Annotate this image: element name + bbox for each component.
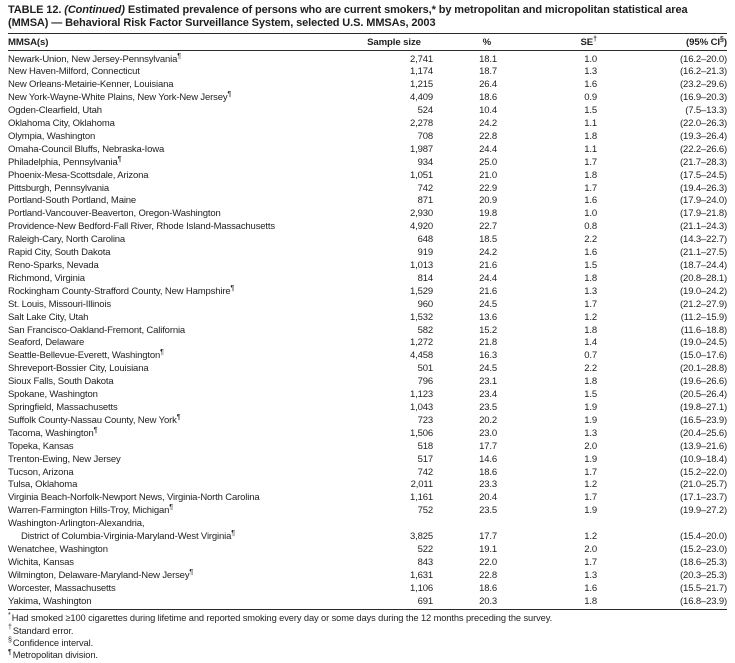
mmsa-cell: Phoenix-Mesa-Scottsdale, Arizona [8,169,149,181]
percent-cell: 18.5 [479,234,497,246]
metro-division-marker: ¶ [231,529,236,537]
ci-cell: (19.3–26.4) [680,130,727,142]
ci-cell: (16.2–20.0) [680,53,727,65]
mmsa-cell: Portland-South Portland, Maine [8,195,137,207]
table-row [8,208,727,221]
percent-cell: 20.2 [479,414,497,426]
percent-cell: 23.3 [479,479,497,491]
table-row [8,454,727,467]
table-row [8,247,727,260]
mmsa-cell: Wichita, Kansas [8,556,74,568]
sample-size-cell: 843 [417,556,433,568]
percent-cell: 21.6 [479,285,497,297]
sample-size-cell: 1,123 [409,389,433,401]
percent-cell: 13.6 [479,311,497,323]
table-row [8,157,727,170]
ci-cell: (20.1–28.8) [680,363,727,375]
sample-size-cell: 708 [417,130,433,142]
mmsa-cell: Portland-Vancouver-Beaverton, Oregon-Washington [8,208,221,220]
table-row [8,557,727,570]
sample-size-cell: 1,043 [409,401,433,413]
col-header-sample-size: Sample size [355,34,433,51]
mmsa-cell: Wenatchee, Washington [8,543,108,555]
sample-size-cell: 934 [417,156,433,168]
ci-cell: (10.9–18.4) [680,453,727,465]
se-cell: 1.0 [584,53,597,65]
sample-size-cell: 742 [417,182,433,194]
table-row [8,337,727,350]
sample-size-cell: 524 [417,105,433,117]
ci-cell: (20.4–25.6) [680,427,727,439]
col-header-ci: (95% CI§) [597,34,727,51]
se-cell: 2.2 [584,363,597,375]
percent-cell: 16.3 [479,350,497,362]
ci-cell: (22.2–26.6) [680,143,727,155]
footnote: §Confidence interval. [8,636,94,648]
dagger-footnote-marker: † [593,35,597,43]
sample-size-cell: 960 [417,298,433,310]
mmsa-cell: New Haven-Milford, Connecticut [8,66,140,78]
metro-division-marker: ¶ [189,568,194,576]
se-cell: 1.9 [584,505,597,517]
se-cell: 1.8 [584,130,597,142]
se-cell: 1.2 [584,531,597,543]
sample-size-cell: 522 [417,543,433,555]
sample-size-cell: 796 [417,376,433,388]
table-row [8,144,727,157]
mmsa-cell: Pittsburgh, Pennsylvania [8,182,109,194]
footnote: ¶Metropolitan division. [8,648,98,660]
se-cell: 1.7 [584,492,597,504]
sample-size-cell: 1,272 [409,337,433,349]
metro-division-marker: ¶ [160,349,164,357]
ci-cell: (15.2–23.0) [680,543,727,555]
metro-division-marker: ¶ [169,504,174,512]
mmsa-cell: New Orleans-Metairie-Kenner, Louisiana [8,79,174,91]
mmsa-cell: Tulsa, Oklahoma [8,479,78,491]
ci-cell: (15.5–21.7) [680,582,727,594]
sample-size-cell: 2,278 [409,118,433,130]
table-row [8,402,727,415]
col-header-mmsa: MMSA(s) [8,34,355,51]
se-cell: 1.1 [584,118,597,130]
se-cell: 1.0 [584,208,597,220]
se-cell: 1.3 [584,427,597,439]
footnote-marker: † [8,624,12,632]
mmsa-cell: Oklahoma City, Oklahoma [8,118,115,130]
percent-cell: 18.1 [479,53,497,65]
table-row [8,467,727,480]
ci-cell: (19.8–27.1) [680,401,727,413]
table-row [8,596,727,610]
table-row [8,415,727,428]
sample-size-cell: 4,920 [409,221,433,233]
table-row [8,570,727,583]
ci-cell: (21.7–28.3) [680,156,727,168]
table-row [8,105,727,118]
percent-cell: 20.4 [479,492,497,504]
sample-size-cell: 501 [417,363,433,375]
se-cell: 1.2 [584,479,597,491]
mmsa-cell: Seattle-Bellevue-Everett, Washington¶ [8,349,164,362]
sample-size-cell: 871 [417,195,433,207]
mmsa-cell: Rockingham County-Strafford County, New Hampshire¶ [8,284,235,297]
table-row [8,170,727,183]
sample-size-cell: 1,161 [409,492,433,504]
mmsa-cell: Providence-New Bedford-Fall River, Rhode Island-Massachusetts [8,221,275,233]
ci-cell: (15.0–17.6) [680,350,727,362]
sample-size-cell: 919 [417,247,433,259]
table-row [8,441,727,454]
mmsa-cell: Olympia, Washington [8,130,96,142]
prevalence-table [8,33,727,610]
ci-cell: (16.9–20.3) [680,92,727,104]
continued-label: (Continued) [64,4,125,16]
percent-cell: 23.1 [479,376,497,388]
table-row [8,325,727,338]
table-row [8,518,727,544]
sample-size-cell: 582 [417,324,433,336]
mmsa-cell: St. Louis, Missouri-Illinois [8,298,111,310]
table-body [8,51,727,610]
footnotes [8,612,727,660]
percent-cell: 18.6 [479,582,497,594]
mmsa-cell: Tucson, Arizona [8,466,74,478]
se-cell: 1.7 [584,556,597,568]
ci-cell: (19.4–26.3) [680,182,727,194]
col-header-percent: % [433,34,497,51]
sample-size-cell: 1,506 [409,427,433,439]
table-row [8,92,727,105]
ci-cell: (16.2–21.3) [680,66,727,78]
percent-cell: 18.7 [479,66,497,78]
percent-cell: 20.9 [479,195,497,207]
se-cell: 1.9 [584,401,597,413]
table-row [8,260,727,273]
table-row [8,118,727,131]
se-cell: 0.7 [584,350,597,362]
percent-cell: 22.7 [479,221,497,233]
footnote-marker: * [8,612,11,620]
sample-size-cell: 1,051 [409,169,433,181]
table-row [8,79,727,92]
percent-cell: 18.6 [479,92,497,104]
table-row [8,428,727,441]
table-row [8,544,727,557]
sample-size-cell: 1,532 [409,311,433,323]
percent-cell: 21.0 [479,169,497,181]
percent-cell: 22.8 [479,569,497,581]
table-header-row [8,34,727,51]
footnote: *Had smoked ≥100 cigarettes during lifetime and reported smoking every day or some days during the 12 months preceding the survey. [8,612,553,624]
ci-cell: (21.1–24.3) [680,221,727,233]
se-cell: 1.5 [584,389,597,401]
mmsa-cell: Shreveport-Bossier City, Louisiana [8,363,149,375]
table-row [8,131,727,144]
sample-size-cell: 1,215 [409,79,433,91]
ci-cell: (21.0–25.7) [680,479,727,491]
percent-cell: 18.6 [479,466,497,478]
percent-cell: 24.4 [479,143,497,155]
ci-cell: (23.2–29.6) [680,79,727,91]
table-row [8,66,727,79]
percent-cell: 24.5 [479,363,497,375]
percent-cell: 24.2 [479,247,497,259]
se-cell: 1.5 [584,260,597,271]
mmsa-cell: Ogden-Clearfield, Utah [8,105,102,117]
percent-cell: 22.0 [479,556,497,568]
sample-size-cell: 4,409 [409,92,433,104]
sample-size-cell: 723 [417,414,433,426]
se-cell: 0.9 [584,92,597,104]
ci-cell: (21.1–27.5) [680,247,727,259]
percent-cell: 24.5 [479,298,497,310]
se-cell: 1.6 [584,582,597,594]
col-header-se: SE† [497,34,597,51]
metro-division-marker: ¶ [230,284,235,292]
mmsa-cell: Richmond, Virginia [8,272,85,284]
ci-cell: (15.2–22.0) [680,466,727,478]
metro-division-marker: ¶ [93,426,98,434]
mmsa-cell: Philadelphia, Pennsylvania¶ [8,155,122,168]
mmsa-cell: Tacoma, Washington¶ [8,426,98,439]
table-row [8,221,727,234]
ci-cell: (21.2–27.9) [680,298,727,310]
mmsa-cell: Trenton-Ewing, New Jersey [8,453,121,465]
table-row [8,492,727,505]
mmsa-cell: San Francisco-Oakland-Fremont, California [8,324,186,336]
percent-cell: 20.3 [433,596,497,610]
ci-cell: (17.9–24.0) [680,195,727,207]
se-cell: 2.0 [584,543,597,555]
se-cell: 1.8 [584,272,597,284]
table-row [8,234,727,247]
mmsa-cell: Seaford, Delaware [8,337,85,349]
percent-cell: 17.7 [479,531,497,543]
se-cell: 1.5 [584,105,597,117]
mmsa-cell: Topeka, Kansas [8,440,74,452]
table-row [8,389,727,402]
footnote-marker: § [8,636,12,644]
table-row [8,583,727,596]
ci-cell: (19.9–27.2) [680,505,727,517]
percent-cell: 22.8 [479,130,497,142]
sample-size-cell: 4,458 [409,350,433,362]
percent-cell: 19.1 [479,543,497,555]
se-cell: 1.3 [584,569,597,581]
sample-size-cell: 648 [417,234,433,246]
se-cell: 1.6 [584,195,597,207]
se-cell: 1.7 [584,156,597,168]
table-row [8,376,727,389]
table-title-text: Estimated prevalence of persons who are current smokers,* by metropolitan and micropolitan statistical area (MMSA) — Behavioral Risk Factor Surveillance System, selected U.S. MMSAs, 2003 [8,4,688,29]
ci-cell: (17.9–21.8) [680,208,727,220]
ci-cell: (14.3–22.7) [680,234,727,246]
percent-cell: 21.8 [479,337,497,349]
sample-size-cell: 752 [417,505,433,517]
percent-cell: 17.7 [479,440,497,452]
sample-size-cell: 518 [417,440,433,452]
sample-size-cell: 517 [417,453,433,465]
metro-division-marker: ¶ [117,155,122,163]
percent-cell: 10.4 [479,105,497,117]
section-footnote-marker: § [719,35,724,43]
se-cell: 1.7 [584,298,597,310]
percent-cell: 14.6 [479,453,497,465]
percent-cell: 23.0 [479,427,497,439]
ci-cell: (15.4–20.0) [680,531,727,543]
percent-cell: 15.2 [479,324,497,336]
se-cell: 1.4 [584,337,597,349]
se-cell: 1.6 [584,247,597,259]
mmsa-cell: Warren-Farmington Hills-Troy, Michigan¶ [8,504,174,517]
se-cell: 2.2 [584,234,597,246]
ci-cell: (7.5–13.3) [685,105,727,117]
mmsa-cell: Yakima, Washington [8,596,355,610]
table-row [8,195,727,208]
metro-division-marker: ¶ [227,91,232,99]
sample-size-cell: 814 [417,272,433,284]
percent-cell: 21.6 [479,260,497,271]
sample-size-cell: 742 [417,466,433,478]
mmsa-cell: Worcester, Massachusetts [8,582,116,594]
table-title [8,4,727,30]
mmsa-cell: Rapid City, South Dakota [8,247,111,259]
percent-cell: 23.4 [479,389,497,401]
se-cell: 1.8 [584,376,597,388]
sample-size-cell: 2,741 [409,53,433,65]
sample-size-cell: 1,174 [409,66,433,78]
ci-cell: (20.5–26.4) [680,389,727,401]
table-row [8,299,727,312]
se-cell: 1.9 [584,453,597,465]
mmsa-cell: Spokane, Washington [8,389,98,401]
se-cell: 1.7 [584,182,597,194]
ci-cell: (17.1–23.7) [680,492,727,504]
sample-size-cell: 2,930 [409,208,433,220]
table-number: TABLE 12. [8,4,62,16]
mmsa-cell: Raleigh-Cary, North Carolina [8,234,126,246]
table-row [8,312,727,325]
se-cell: 2.0 [584,440,597,452]
mmsa-cell: Springfield, Massachusetts [8,401,118,413]
sample-size-cell: 1,013 [409,260,433,271]
ci-cell: (16.8–23.9) [597,596,727,610]
sample-size-cell: 1,987 [409,143,433,155]
metro-division-marker: ¶ [176,413,181,421]
sample-size-cell: 1,631 [409,569,433,581]
table-row [8,51,727,67]
se-cell: 1.2 [584,311,597,323]
mmsa-cell: Sioux Falls, South Dakota [8,376,114,388]
ci-cell: (18.6–25.3) [680,556,727,568]
percent-cell: 22.9 [479,182,497,194]
table-row [8,505,727,518]
se-cell: 1.6 [584,79,597,91]
mmsa-cell: Newark-Union, New Jersey-Pennsylvania¶ [8,52,181,65]
ci-cell: (20.3–25.3) [680,569,727,581]
ci-cell: (11.2–15.9) [680,311,727,323]
mmsa-cell: Salt Lake City, Utah [8,311,89,323]
se-cell: 1.3 [584,285,597,297]
footnote: †Standard error. [8,624,74,636]
table-row [8,479,727,492]
table-row [8,363,727,376]
se-cell: 1.9 [584,414,597,426]
se-cell: 0.8 [584,221,597,233]
table-row [8,273,727,286]
percent-cell: 23.5 [479,401,497,413]
ci-cell: (11.6–18.8) [680,324,727,336]
mmsa-cell: Washington-Arlington-Alexandria, District of Columbia-Virginia-Maryland-West Virginia¶ [8,518,236,543]
sample-size-cell: 1,106 [409,582,433,594]
table-row [8,286,727,299]
percent-cell: 25.0 [479,156,497,168]
ci-cell: (17.5–24.5) [680,169,727,181]
mmsa-cell: Wilmington, Delaware-Maryland-New Jersey¶ [8,568,194,581]
se-cell: 1.7 [584,466,597,478]
ci-cell: (20.8–28.1) [680,272,727,284]
percent-cell: 24.4 [479,272,497,284]
ci-cell: (22.0–26.3) [680,118,727,130]
percent-cell: 19.8 [479,208,497,220]
se-cell: 1.1 [584,143,597,155]
percent-cell: 24.2 [479,118,497,130]
mmsa-cell: Reno-Sparks, Nevada [8,260,99,271]
se-cell: 1.3 [584,66,597,78]
mmsa-cell: Omaha-Council Bluffs, Nebraska-Iowa [8,143,165,155]
percent-cell: 23.5 [479,505,497,517]
mmsa-cell: Virginia Beach-Norfolk-Newport News, Virginia-North Carolina [8,492,260,504]
se-cell: 1.8 [584,324,597,336]
se-cell: 1.8 [497,596,597,610]
table-row [8,350,727,363]
percent-cell: 26.4 [479,79,497,91]
sample-size-cell: 3,825 [409,531,433,543]
se-cell: 1.8 [584,169,597,181]
metro-division-marker: ¶ [177,52,181,60]
mmsa-cell: New York-Wayne-White Plains, New York-New Jersey¶ [8,91,232,104]
table-row [8,183,727,196]
footnote-marker: ¶ [8,648,12,656]
ci-cell: (18.7–24.4) [680,260,727,271]
ci-cell: (19.0–24.5) [680,337,727,349]
sample-size-cell: 691 [355,596,433,610]
ci-cell: (13.9–21.6) [680,440,727,452]
ci-cell: (19.0–24.2) [680,285,727,297]
mmsa-cell: Suffolk County-Nassau County, New York¶ [8,413,181,426]
sample-size-cell: 1,529 [409,285,433,297]
ci-cell: (19.6–26.6) [680,376,727,388]
ci-cell: (16.5–23.9) [680,414,727,426]
sample-size-cell: 2,011 [410,479,433,491]
